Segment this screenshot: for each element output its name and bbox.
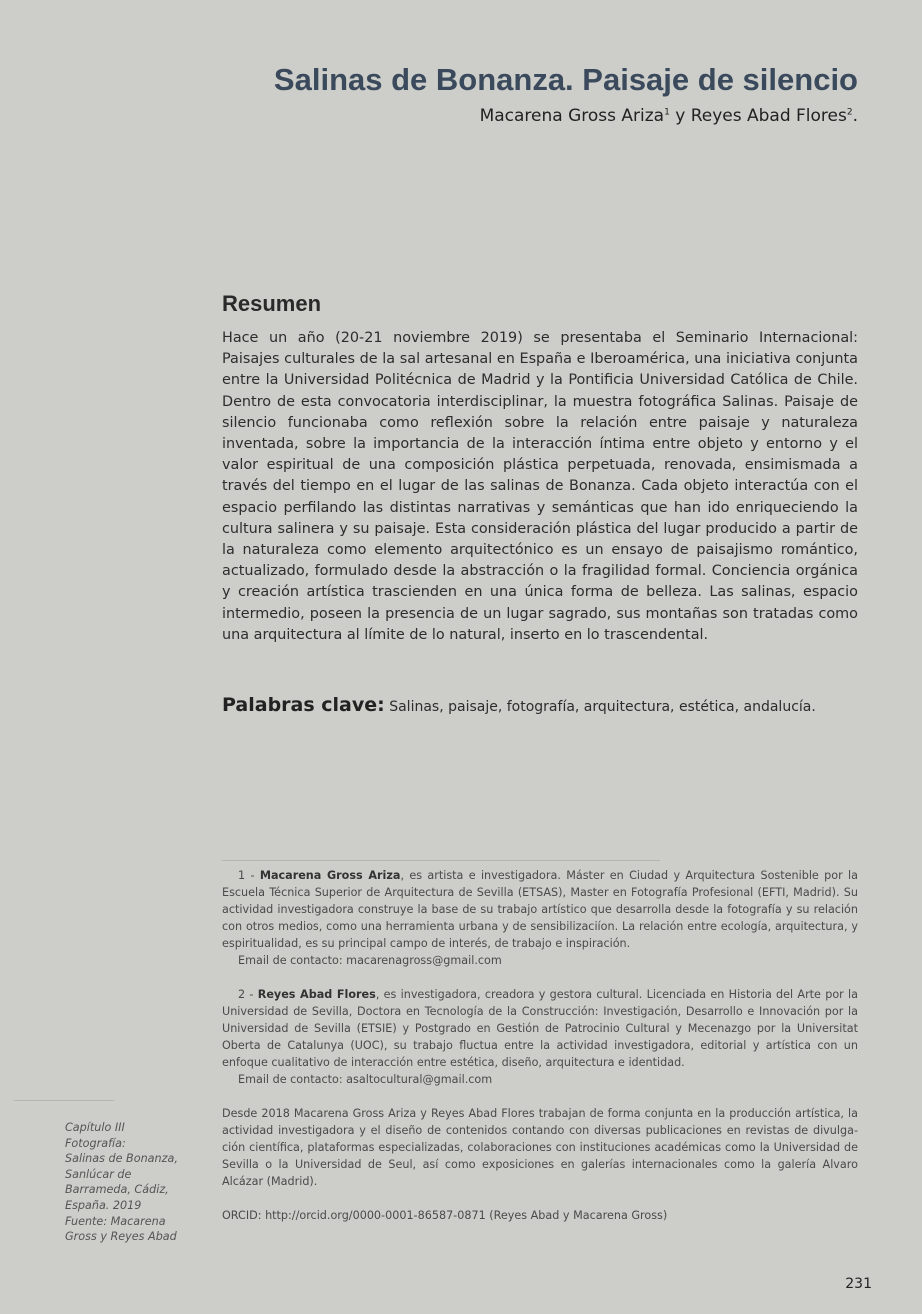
author-name-2: Reyes Abad Flores: [690, 106, 847, 126]
footnote-1-prefix: 1 -: [238, 869, 260, 882]
author-line: [480, 106, 858, 126]
keywords: [222, 694, 862, 716]
footnote-2: [222, 986, 858, 1071]
footnote-2-name: Reyes Abad Flores: [257, 988, 376, 1001]
keywords-label: Palabras clave:: [222, 694, 385, 716]
orcid-line: ORCID: http://orcid.org/0000-0001-86587-0871 (Reyes Abad y Macarena Gross): [222, 1209, 668, 1222]
joint-work-note: Desde 2018 Macarena Gross Ariza y Reyes Abad Flores trabajan de forma conjunta en la producción artística, la actividad investigadora y el diseño de contenidos contando con diversas publicaciones en revistas de divulga-ción científica, plataformas especializadas, colaboraciones con instituciones académicas como la Universidad de Sevilla o la Universidad de Seul, así como exposiciones en galerías internacionales como la galería Alvaro Alcázar (Madrid).: [222, 1107, 858, 1188]
footnote-divider: [222, 860, 660, 861]
caption-line: Fuente: Macarena: [65, 1214, 166, 1228]
footnote-1-name: Macarena Gross Ariza: [259, 869, 401, 882]
author-connector: y: [669, 106, 691, 126]
author-line-end: .: [852, 106, 858, 126]
page-number: 231: [845, 1276, 872, 1292]
paper-title: Salinas de Bonanza. Paisaje de silencio: [273, 62, 858, 97]
caption-line: Fotografía:: [65, 1136, 126, 1150]
caption-divider: [14, 1100, 114, 1101]
footnote-2-text: , es investigadora, creadora y gestora cultural. Licenciada en Historia del Arte por la Universidad de Sevilla, Doctora en Tecnología de la Construcción: Investigación, Desarrollo e Innovación por la Universidad de Sevilla (ETSIE) y Postgrado en Gestión de Patrocinio Cultural y Mecenazgo por la Universitat Oberta de Catalunya (UOC), su trabajo fluctua entre la actividad investigadora, editorial y artística con un enfoque cualitativo de interacción entre estética, diseño, arquitectura e identidad.: [222, 988, 858, 1069]
footnotes: [222, 867, 858, 1224]
author-name-1: Macarena Gross Ariza: [479, 106, 665, 126]
footnote-2-prefix: 2 -: [238, 988, 258, 1001]
caption-line: Capítulo III: [65, 1121, 125, 1134]
keywords-list: Salinas, paisaje, fotografía, arquitectura, estética, andalucía.: [384, 699, 816, 715]
abstract-heading: Resumen: [222, 291, 322, 316]
caption-line: Barrameda, Cádiz,: [65, 1183, 169, 1197]
caption-line: Gross y Reyes Abad: [65, 1230, 177, 1244]
footnote-1-email: Email de contacto: macarenagross@gmail.com: [238, 954, 502, 967]
author-1-footnote-marker: 1: [664, 107, 670, 118]
figure-caption: [65, 1120, 185, 1245]
caption-line: Salinas de Bonanza,: [65, 1152, 178, 1166]
footnote-2-email: Email de contacto: asaltocultural@gmail.com: [238, 1073, 493, 1086]
caption-line: España. 2019: [65, 1198, 142, 1212]
caption-line: Sanlúcar de: [65, 1167, 132, 1181]
footnote-1: [222, 867, 858, 952]
footnote-1-text: , es artista e investigadora. Máster en Ciudad y Arquitectura Sostenible por la Escuela Técnica Superior de Arquitectura de Sevilla (ETSAS), Master en Fotografía Profesional (EFTI, Madrid). Su actividad investigadora construye la base de su trabajo artístico que desarrolla desde la fotografía y su relación con otros medios, como una herramienta urbana y de sensibilizaciíon. La relación entre ecología, arquitectura, y espiritualidad, es su principal campo de interés, de trabajo e inspiración.: [222, 869, 858, 950]
abstract-text: Hace un año (20-21 noviembre 2019) se presentaba el Seminario Internacional: Paisajes culturales de la sal artesanal en España e Iberoamérica, una iniciativa conjunta entre la Universidad Politécnica de Madrid y la Pontificia Universidad Católica de Chile. Dentro de esta convocatoria interdisciplinar, la muestra fotográfica Salinas. Paisaje de silencio funcionaba como reflexión sobre la relación entre paisaje y naturaleza inventada, sobre la importancia de la interacción íntima entre objeto y entorno y el valor espiritual de una composición plástica perpetuada, renovada, ensimismada a través del tiempo en el lugar de las salinas de Bonanza. Cada objeto interactúa con el espacio perfilando las distintas narrativas y semánticas que han ido enriqueciendo la cultura salinera y su paisaje. Esta consideración plástica del lugar producido a partir de la naturaleza como elemento arquitectónico es un ensayo de paisajismo romántico, actualizado, formulado desde la abstracción o la fragilidad formal. Conciencia orgánica y creación artística trascienden en una única forma de belleza. Las salinas, espacio intermedio, poseen la presencia de un lugar sagrado, sus montañas son tratadas como una arquitectura al límite de lo natural, inserto en lo trascendental.: [222, 330, 858, 643]
author-2-footnote-marker: 2: [846, 107, 853, 118]
